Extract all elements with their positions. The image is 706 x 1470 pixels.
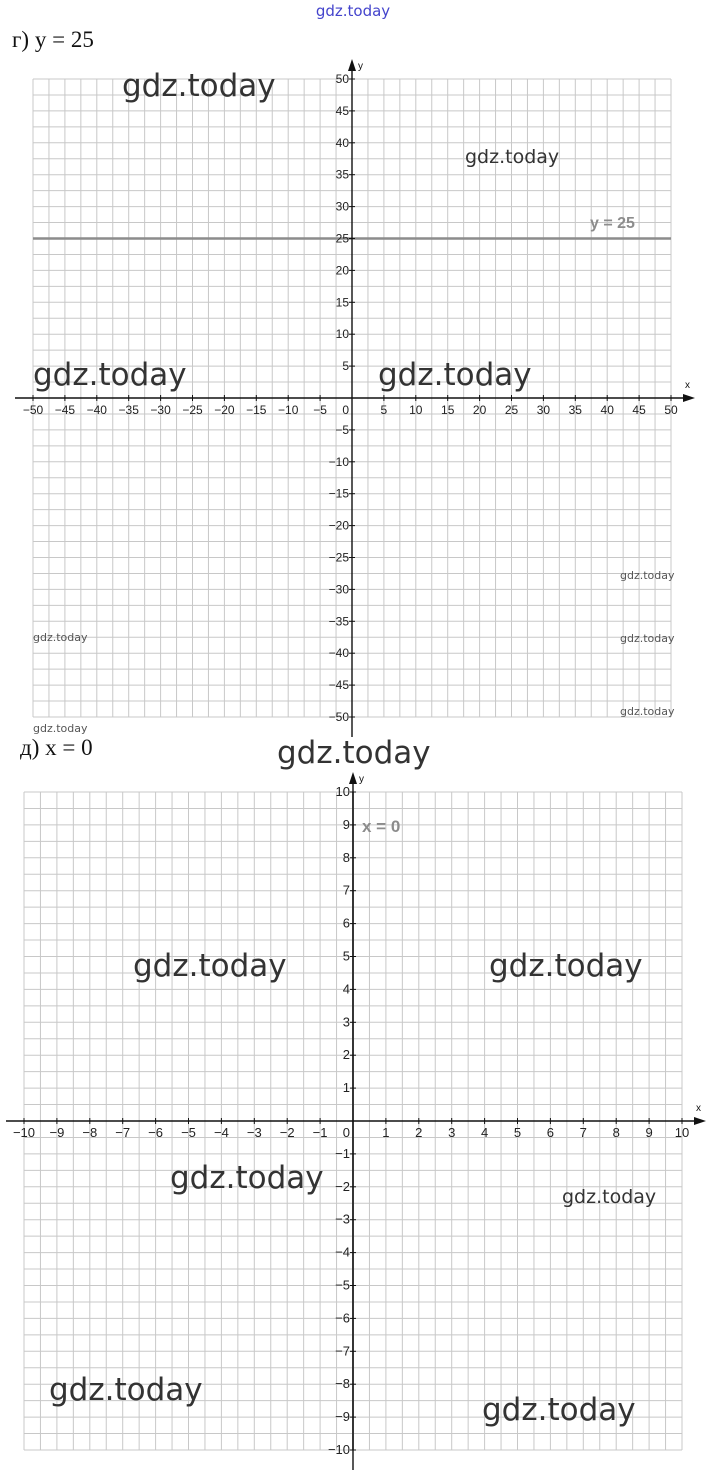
x-tick-label: −15 [246, 403, 267, 417]
watermark: gdz.today [620, 632, 675, 645]
y-tick-label: 4 [342, 981, 350, 997]
x-tick-label: 35 [568, 403, 582, 417]
x-axis-name: x [685, 380, 690, 391]
y-tick-label: −3 [335, 1211, 350, 1227]
watermark: gdz.today [378, 357, 532, 393]
y-tick-label: −40 [328, 646, 349, 661]
x-tick-label: 20 [472, 403, 487, 417]
x-tick-label: 4 [480, 1125, 489, 1140]
line-label: x = 0 [362, 817, 401, 836]
watermark: gdz.today [277, 735, 431, 771]
x-tick-label: −50 [22, 403, 44, 417]
x-tick-label: −1 [312, 1125, 328, 1140]
watermark: gdz.today [482, 1392, 636, 1428]
y-tick-label: −6 [335, 1310, 350, 1326]
y-tick-label: −5 [335, 422, 349, 437]
y-tick-label: 20 [335, 263, 349, 278]
y-tick-label: 7 [342, 882, 350, 898]
x-tick-label: 45 [632, 403, 646, 417]
y-tick-label: 30 [335, 199, 349, 214]
y-tick-label: 50 [335, 72, 349, 86]
watermark: gdz.today [33, 357, 187, 393]
x-tick-label: −8 [82, 1125, 98, 1140]
y-axis-name: y [358, 61, 363, 72]
x-tick-label: −10 [278, 403, 299, 417]
x-tick-label: 5 [513, 1125, 522, 1140]
y-tick-label: 1 [342, 1080, 350, 1096]
line-label: y = 25 [590, 215, 635, 232]
site-watermark-header: gdz.today [315, 2, 391, 20]
x-tick-label: 10 [409, 403, 423, 417]
x-axis-name: x [696, 1103, 701, 1114]
x-tick-label: −7 [115, 1125, 131, 1140]
y-tick-label: −10 [327, 1442, 350, 1457]
y-tick-label: −1 [335, 1145, 350, 1161]
x-tick-label: 2 [415, 1125, 423, 1140]
watermark: gdz.today [133, 948, 287, 984]
x-axis-arrow [694, 1117, 706, 1125]
y-axis-name: y [359, 774, 364, 785]
x-tick-label: 30 [536, 403, 551, 417]
x-tick-label: −35 [118, 403, 139, 417]
x-tick-label: 3 [448, 1125, 456, 1140]
watermark: gdz.today [170, 1160, 324, 1196]
x-tick-label: −45 [54, 403, 76, 417]
y-tick-label: −45 [328, 678, 349, 693]
graph-y-equals-25 [0, 55, 706, 760]
x-tick-label: −40 [86, 403, 107, 417]
watermark: gdz.today [122, 68, 276, 104]
x-tick-label: −6 [148, 1125, 164, 1140]
x-tick-label: 10 [674, 1125, 690, 1140]
y-tick-label: −25 [328, 550, 349, 565]
part-label-g: г) y = 25 [12, 27, 94, 52]
y-tick-label: 2 [342, 1047, 350, 1063]
x-tick-label: −9 [49, 1125, 65, 1140]
y-tick-label: 5 [342, 948, 350, 964]
y-axis-arrow [348, 59, 356, 71]
x-tick-label: 40 [600, 403, 614, 417]
y-tick-label: 25 [335, 231, 349, 246]
x-tick-label: 7 [579, 1125, 587, 1140]
x-tick-label: 1 [382, 1125, 390, 1140]
y-tick-label: −2 [335, 1178, 350, 1194]
y-axis-arrow [349, 772, 357, 784]
part-label-d: д) x = 0 [20, 735, 93, 760]
watermark: gdz.today [49, 1372, 203, 1408]
y-tick-label: 45 [335, 103, 349, 118]
x-tick-label: −2 [279, 1125, 295, 1140]
y-tick-label: 3 [342, 1014, 350, 1030]
y-tick-label: −4 [335, 1244, 350, 1260]
y-tick-label: −10 [328, 454, 349, 469]
x-tick-label: 9 [645, 1125, 653, 1140]
y-tick-label: −15 [328, 486, 349, 501]
watermark: gdz.today [620, 705, 675, 718]
y-tick-label: −50 [328, 710, 349, 724]
x-tick-label: 6 [546, 1125, 555, 1140]
x-tick-label: 25 [504, 403, 519, 417]
watermark: gdz.today [465, 146, 560, 168]
y-tick-label: 10 [335, 327, 349, 342]
x-tick-label: 0 [342, 403, 349, 417]
y-tick-label: 5 [342, 359, 349, 374]
y-tick-label: 10 [335, 784, 350, 799]
x-tick-label: 50 [664, 403, 678, 417]
graph-x-equals-0 [0, 770, 706, 1470]
x-tick-label: −5 [313, 403, 327, 417]
x-tick-label: −3 [246, 1125, 262, 1140]
x-tick-label: 0 [342, 1125, 350, 1140]
x-tick-label: 8 [612, 1125, 620, 1140]
watermark: gdz.today [33, 631, 88, 644]
y-tick-label: −9 [335, 1409, 350, 1425]
y-tick-label: −5 [335, 1277, 350, 1293]
y-tick-label: −35 [328, 614, 349, 629]
x-tick-label: 15 [441, 403, 455, 417]
x-tick-label: −5 [181, 1125, 196, 1140]
y-tick-label: 9 [342, 816, 350, 832]
x-tick-label: −20 [214, 403, 235, 417]
watermark: gdz.today [33, 722, 88, 735]
y-tick-label: −8 [335, 1376, 350, 1392]
x-tick-label: 5 [380, 403, 388, 417]
x-tick-label: −10 [12, 1125, 36, 1140]
x-axis-arrow [683, 394, 695, 402]
x-tick-label: −30 [150, 403, 171, 417]
x-tick-label: −4 [213, 1125, 229, 1140]
x-tick-label: −25 [182, 403, 203, 417]
y-tick-label: 40 [335, 135, 349, 150]
y-tick-label: 15 [335, 295, 349, 310]
y-tick-label: 6 [342, 915, 350, 931]
y-tick-label: 35 [335, 167, 349, 182]
watermark: gdz.today [620, 569, 675, 582]
y-tick-label: 8 [342, 849, 350, 865]
watermark: gdz.today [562, 1186, 657, 1208]
y-tick-label: −30 [328, 582, 349, 597]
y-tick-label: −7 [335, 1343, 350, 1359]
y-tick-label: −20 [328, 518, 349, 533]
watermark: gdz.today [489, 948, 643, 984]
